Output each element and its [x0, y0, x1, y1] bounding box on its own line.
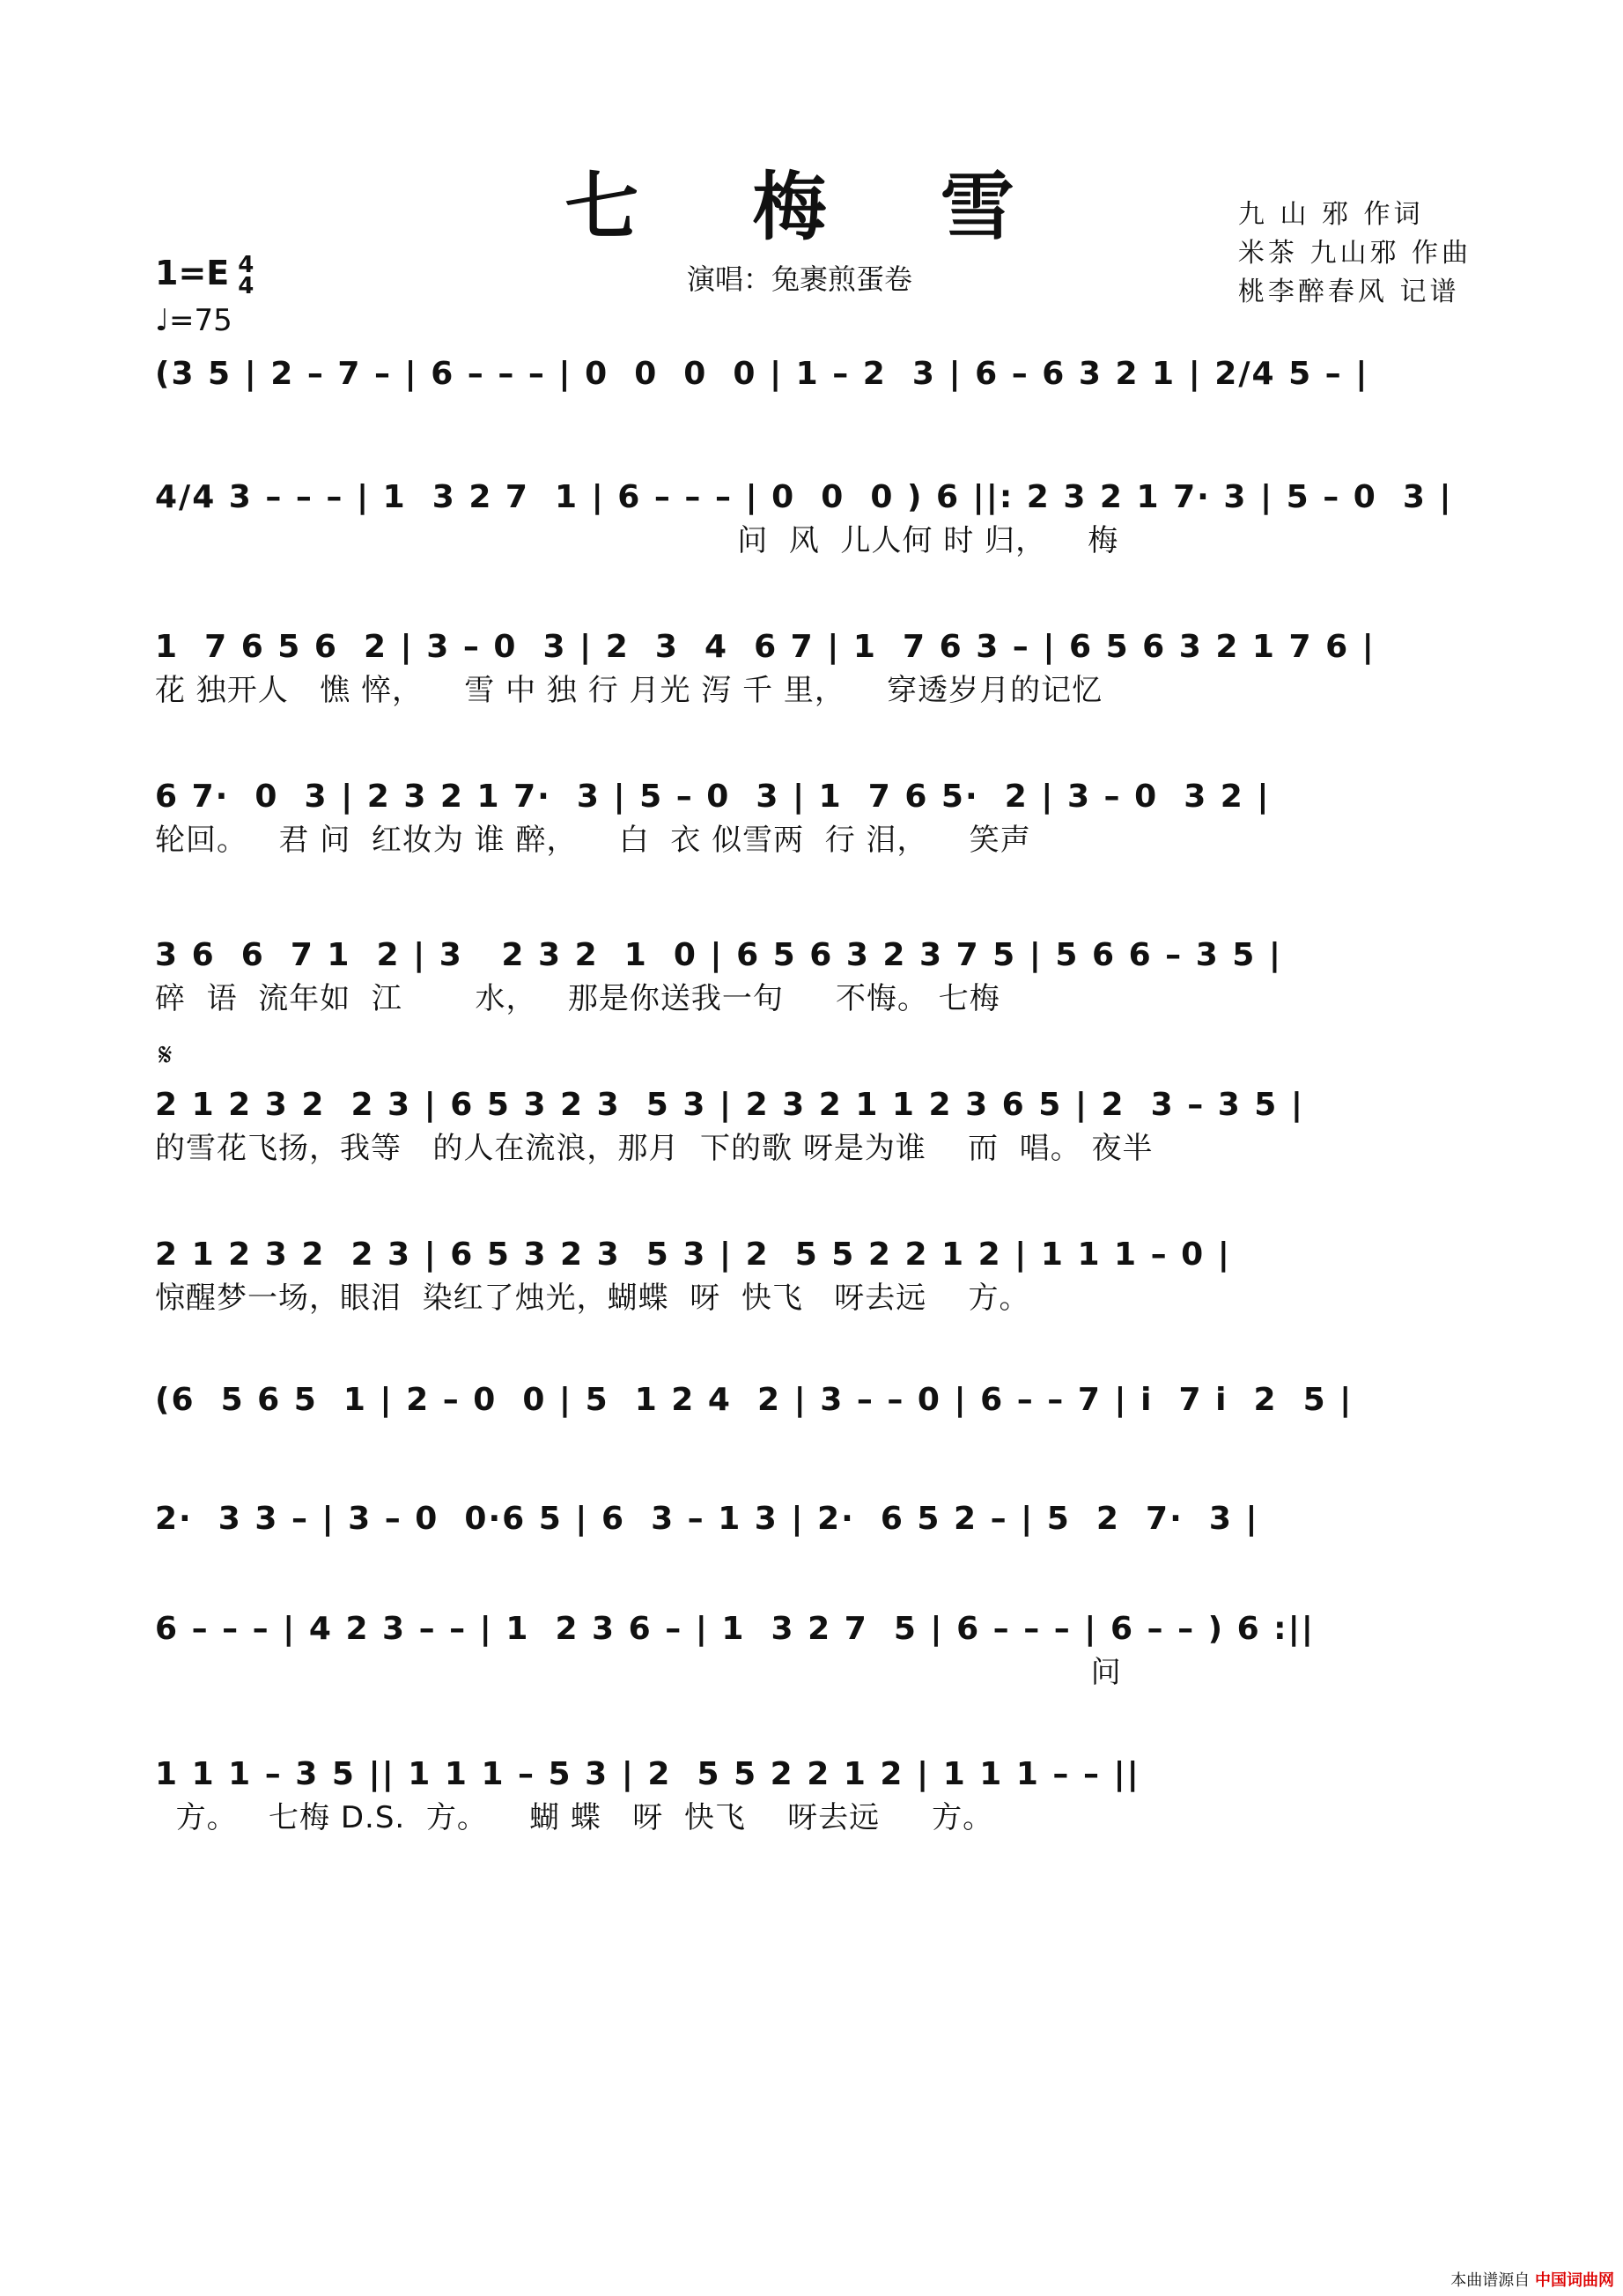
system-10 [155, 1607, 1476, 1694]
notes-line: 2· 3 3 – | 3 – 0 0·6 5 | 6 3 – 1 3 | 2· 6 5 2 – | 5 2 7· 3 | [155, 1501, 1259, 1537]
lyrics-line: 的雪花飞扬，我等 的人在流浪，那月 下的歌 呀是为谁 而 唱。 夜半 [155, 1131, 1154, 1166]
lyrics-line [155, 396, 1476, 439]
notes-line: 1 1 1 – 3 5 || 1 1 1 – 5 3 | 2 5 5 2 2 1 2 | 1 1 1 – – || [155, 1756, 1140, 1792]
lyrics-line: 问 [155, 1655, 1122, 1690]
transcriber-credit: 桃李醉春风 记谱 [1237, 277, 1460, 307]
tempo-mark: ♩=75 [155, 303, 232, 338]
footer-source-label: 本曲谱源自 [1450, 2271, 1531, 2290]
key-label: 1=E [155, 254, 230, 292]
system-6 [155, 1083, 1476, 1170]
lyrics-line: 轮回。 君 问 红妆为 谁 醉， 白 衣 似雪两 行 泪， 笑声 [155, 823, 1031, 858]
lyrics-line: 方。 七梅 D.S. 方。 蝴 蝶 呀 快飞 呀去远 方。 [155, 1800, 994, 1835]
lyrics-line: 惊醒梦一场，眼泪 染红了烛光，蝴蝶 呀 快飞 呀去远 方。 [155, 1281, 1030, 1316]
notes-line: 2 1 2 3 2 2 3 | 6 5 3 2 3 5 3 | 2 3 2 1 1 2 3 6 5 | 2 3 – 3 5 | [155, 1087, 1305, 1123]
system-2 [155, 476, 1476, 562]
lyrics-line: 碎 语 流年如 江 水， 那是你送我一句 不悔。 七梅 [155, 981, 1000, 1016]
lyrics-line [155, 1541, 1476, 1584]
notes-line: 2 1 2 3 2 2 3 | 6 5 3 2 3 5 3 | 2 5 5 2 2 1 2 | 1 1 1 – 0 | [155, 1237, 1231, 1273]
time-sig-num: 4 [238, 251, 255, 278]
notes-line: 3 6 6 7 1 2 | 3 2 3 2 1 0 | 6 5 6 3 2 3 7 5 | 5 6 6 – 3 5 | [155, 937, 1283, 973]
system-5 [155, 934, 1476, 1020]
composer-credit: 米茶 九山邪 作曲 [1237, 238, 1472, 269]
time-signature [238, 251, 255, 299]
segno-sign: 𝄋 [159, 1037, 173, 1074]
notes-line: (6 5 6 5 1 | 2 – 0 0 | 5 1 2 4 2 | 3 – – 0 | 6 – – 7 | i 7 i 2 5 | [155, 1382, 1354, 1418]
page-title: 七 梅 雪 [564, 163, 1059, 250]
footer-site-link[interactable]: 中国词曲网 [1535, 2271, 1614, 2290]
notes-line: (3 5 | 2 – 7 – | 6 – – – | 0 0 0 0 | 1 – 2 3 | 6 – 6 3 2 1 | 2/4 5 – | [155, 356, 1369, 392]
author-credits [1238, 196, 1472, 312]
system-3 [155, 625, 1476, 712]
time-sig-den: 4 [238, 272, 255, 299]
system-9 [155, 1497, 1476, 1584]
system-4 [155, 775, 1476, 861]
system-7 [155, 1233, 1476, 1319]
source-footer [1450, 2268, 1614, 2291]
system-1 [155, 352, 1476, 439]
system-8 [155, 1378, 1476, 1465]
lyrics-line [155, 1422, 1476, 1465]
key-signature [155, 251, 255, 299]
notes-line: 6 7· 0 3 | 2 3 2 1 7· 3 | 5 – 0 3 | 1 7 6 5· 2 | 3 – 0 3 2 | [155, 779, 1271, 815]
system-11 [155, 1753, 1476, 1839]
lyricist-credit: 九 山 邪 作词 [1237, 199, 1424, 230]
lyrics-line: 花 独开人 憔 悴， 雪 中 独 行 月光 泻 千 里， 穿透岁月的记忆 [155, 673, 1103, 708]
singer-credit: 演唱：兔裹煎蛋卷 [687, 262, 913, 296]
notes-line: 6 – – – | 4 2 3 – – | 1 2 3 6 – | 1 3 2 7 5 | 6 – – – | 6 – – ) 6 :|| [155, 1611, 1315, 1647]
notes-line: 4/4 3 – – – | 1 3 2 7 1 | 6 – – – | 0 0 0 ) 6 ||: 2 3 2 1 7· 3 | 5 – 0 3 | [155, 479, 1453, 515]
notes-line: 1 7 6 5 6 2 | 3 – 0 3 | 2 3 4 6 7 | 1 7 6 3 – | 6 5 6 3 2 1 7 6 | [155, 629, 1376, 665]
lyrics-line: 问 风 儿人何 时 归， 梅 [155, 523, 1119, 558]
